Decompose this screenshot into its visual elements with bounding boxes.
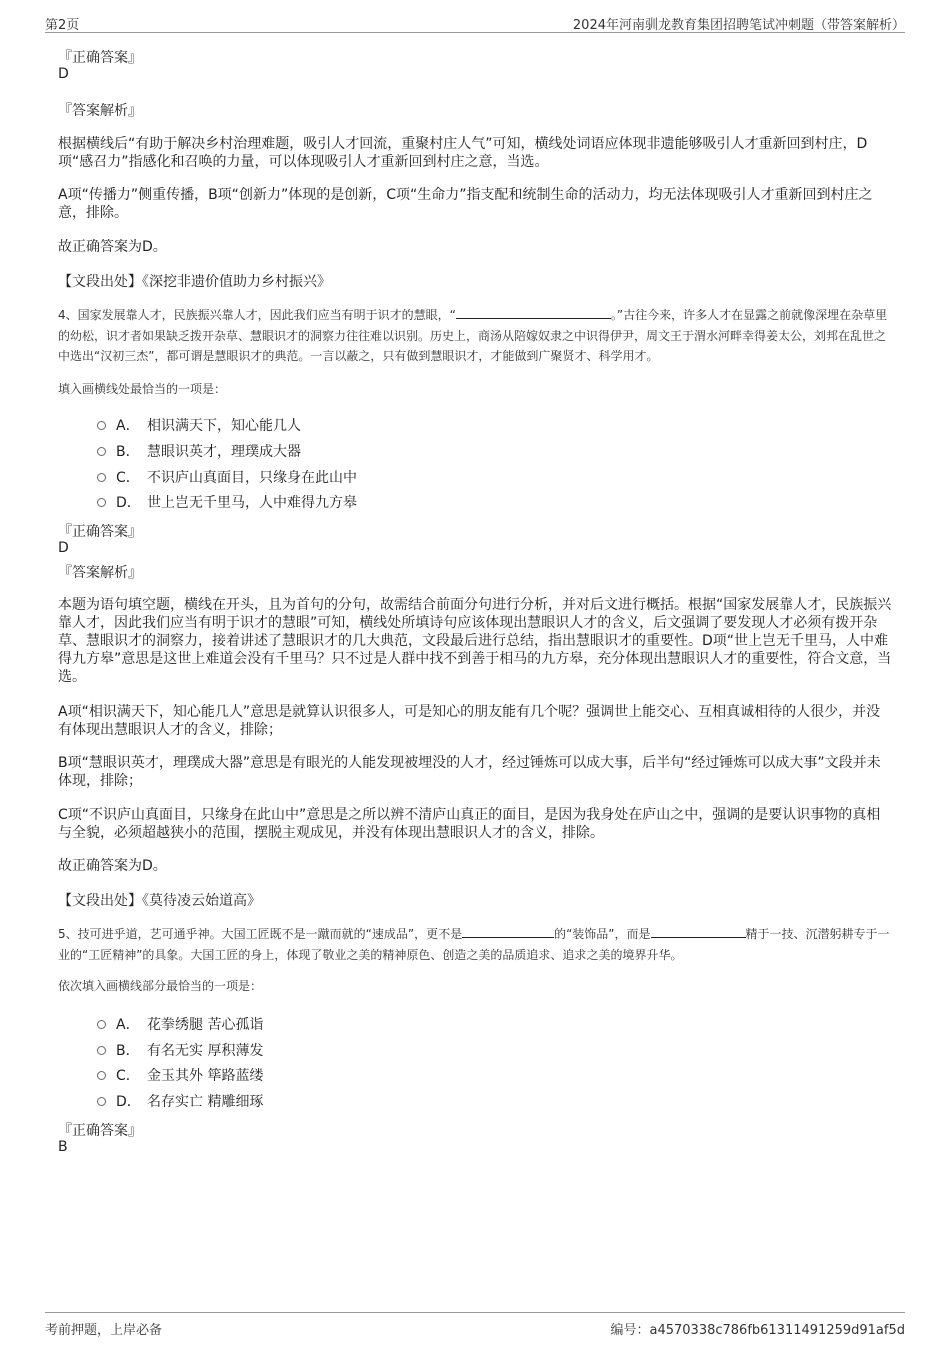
radio-icon[interactable] (97, 1097, 106, 1106)
analysis-label: 『答案解析』 (58, 103, 142, 119)
option-text: 相识满天下，知心能几人 (147, 418, 301, 434)
option-d[interactable] (97, 492, 357, 512)
stem-part: 精于一技、沉潜躬耕专于一业的“工匠精神”的具象。大国工匠的身上，体现了敬业之美的精神原色、创造之美的品质追求、追求之美的境界升华。 (58, 927, 890, 962)
stem-part: 5、技可进乎道，艺可通乎神。大国工匠既不是一蹴而就的“速成品”，更不是 (58, 927, 463, 941)
analysis-paragraph: A项“传播力”侧重传播，B项“创新力”体现的是创新，C项“生命力”指支配和统制生命的活动力，均无法体现吸引人才重新回到村庄之意，排除。 (58, 187, 873, 221)
source-line (58, 890, 261, 910)
analysis-paragraph: 故正确答案为D。 (58, 239, 167, 255)
stem-part: 4、国家发展靠人才，民族振兴靠人才，因此我们应当有明于识才的慧眼，“ (58, 308, 456, 322)
analysis-label: 『答案解析』 (58, 565, 142, 581)
source-title: 《深挖非遗价值助力乡村振兴》 (142, 274, 331, 290)
source-title: 《莫待凌云始道高》 (142, 893, 261, 909)
option-c[interactable] (97, 1065, 263, 1085)
option-text: 世上岂无千里马，人中难得九方皋 (147, 495, 357, 511)
analysis-paragraph: C项“不识庐山真面目，只缘身在此山中”意思是之所以辨不清庐山真正的面目，是因为我身处在庐山之中，强调的是要认识事物的真相与全貌，必须超越狭小的范围，摆脱主观成见，并没有体现出慧眼识人才的含义，排除。 (58, 807, 881, 841)
analysis-paragraph: A项“相识满天下，知心能几人”意思是就算认识很多人，可是知心的朋友能有几个呢？强调世上能交心、互相真诚相待的人很少，并没有体现出慧眼识人才的含义，排除； (58, 704, 881, 738)
question-instruction: 填入画横线处最恰当的一项是： (58, 382, 227, 396)
page-number: 第2页 (45, 18, 80, 33)
radio-icon[interactable] (97, 1046, 106, 1055)
radio-icon[interactable] (97, 1071, 106, 1080)
option-letter: B． (116, 444, 140, 460)
source-prefix: 【文段出处】 (58, 274, 142, 290)
analysis-paragraph: 本题为语句填空题，横线在开头，且为首句的分句，故需结合前面分句进行分析，并对后文进行概括。根据“国家发展靠人才，民族振兴靠人才，因此我们应当有明于识才的慧眼”可知，横线处所填诗句应该体现出慧眼识人才的含义，后文强调了要发现人才必须有拨开杂草、慧眼识才的洞察力，接着讲述了慧眼识才的几大典范，文段最后进行总结，指出慧眼识才的重要性。D项“世上岂无千里马，人中难得九方皋”意思是这世上难道会没有千里马？只不过是人群中找不到善于相马的九方皋，充分体现出慧眼识人才的重要性，符合文意，当选。 (58, 597, 892, 685)
radio-icon[interactable] (97, 447, 106, 456)
option-letter: A． (116, 1017, 140, 1033)
option-text: 花拳绣腿 苦心孤诣 (147, 1017, 264, 1033)
question-stem (58, 305, 895, 367)
stem-part: 的“装饰品”，而是 (554, 927, 651, 941)
radio-icon[interactable] (97, 1020, 106, 1029)
option-text: 名存实亡 精雕细琢 (147, 1094, 264, 1110)
option-d[interactable] (97, 1091, 263, 1111)
document-title: 2024年河南驯龙教育集团招聘笔试冲刺题（带答案解析） (572, 18, 905, 33)
option-letter: A． (116, 418, 140, 434)
answer-value: D (58, 540, 69, 556)
option-text: 有名无实 厚积薄发 (147, 1043, 264, 1059)
source-prefix: 【文段出处】 (58, 893, 142, 909)
answer-value: D (58, 66, 69, 82)
analysis-paragraph: 根据横线后“有助于解决乡村治理难题，吸引人才回流，重聚村庄人气”可知，横线处词语应体现非遗能够吸引人才重新回到村庄，D项“感召力”指感化和召唤的力量，可以体现吸引人才重新回到村庄之意，当选。 (58, 136, 868, 170)
option-letter: B． (116, 1043, 140, 1059)
fill-blank (462, 925, 554, 938)
question-stem (58, 924, 895, 965)
page-footer (45, 1312, 905, 1341)
option-letter: D． (116, 1094, 141, 1110)
option-text: 金玉其外 筚路蓝缕 (147, 1068, 264, 1084)
source-line (58, 271, 331, 291)
option-c[interactable] (97, 467, 357, 487)
option-a[interactable] (97, 1014, 263, 1034)
option-a[interactable] (97, 415, 301, 435)
footer-slogan: 考前押题，上岸必备 (45, 1323, 163, 1338)
fill-blank (651, 925, 746, 938)
analysis-paragraph: B项“慧眼识英才，理璞成大器”意思是有眼光的人能发现被埋没的人才，经过锤炼可以成大事，后半句“经过锤炼可以成大事”文段并未体现，排除； (58, 755, 881, 789)
stem-part: 。”古往今来，许多人才在显露之前就像深埋在杂草里的幼松，识才者如果缺乏拨开杂草、慧眼识才的洞察力往往难以识别。历史上，商汤从陪嫁奴隶之中识得伊尹，周文王于渭水河畔幸得姜太公，刘邦在乱世之中选出“汉初三杰”，都可谓是慧眼识才的典范。一言以蔽之，只有做到慧眼识才，才能做到广聚贤才、科学用才。 (58, 308, 888, 363)
radio-icon[interactable] (97, 498, 106, 507)
fill-blank (456, 306, 611, 319)
option-text: 不识庐山真面目，只缘身在此山中 (147, 470, 357, 486)
option-text: 慧眼识英才，理璞成大器 (147, 444, 301, 460)
option-b[interactable] (97, 1040, 263, 1060)
page-header (45, 10, 905, 33)
answer-value: B (58, 1139, 68, 1155)
radio-icon[interactable] (97, 473, 106, 482)
option-letter: D． (116, 495, 141, 511)
answer-label: 『正确答案』 (58, 524, 142, 540)
option-letter: C． (116, 1068, 140, 1084)
option-letter: C． (116, 470, 140, 486)
option-b[interactable] (97, 441, 301, 461)
radio-icon[interactable] (97, 421, 106, 430)
answer-label: 『正确答案』 (58, 50, 142, 66)
analysis-paragraph: 故正确答案为D。 (58, 858, 167, 874)
answer-label: 『正确答案』 (58, 1123, 142, 1139)
document-code: 编号：a4570338c786fb61311491259d91af5d (610, 1323, 905, 1338)
question-instruction: 依次填入画横线部分最恰当的一项是： (58, 979, 263, 993)
